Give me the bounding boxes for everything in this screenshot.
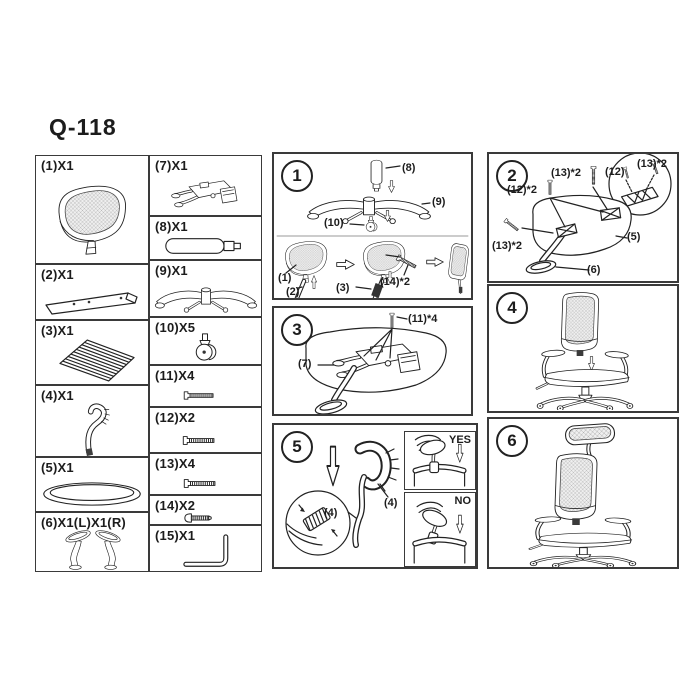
step5-label-part4-inset: (4)	[324, 507, 338, 519]
part-5-ring-illustration	[41, 480, 143, 508]
step1-label-part2: (2)	[286, 286, 300, 298]
part-label-11: (11)X4	[155, 368, 195, 383]
step1-label-part3: (3)	[336, 282, 350, 294]
step1-label-part14: (14)*2	[380, 276, 410, 288]
step2-label-12-inset: (12)	[605, 166, 625, 178]
step-5-number: 5	[281, 431, 313, 463]
step-6-box	[487, 417, 679, 569]
part-label-1: (1)X1	[41, 158, 74, 173]
part-cell-13	[149, 453, 262, 495]
step-3-number: 3	[281, 314, 313, 346]
step1-label-part10: (10)	[324, 217, 344, 229]
part-cell-8	[149, 216, 262, 260]
step2-label-part5: (5)	[627, 231, 641, 243]
step-1-box	[272, 152, 473, 300]
part-cell-14	[149, 495, 262, 525]
part-label-13: (13)X4	[155, 456, 196, 471]
part-cell-7	[149, 155, 262, 216]
part-15-allen-key-illustration	[178, 533, 236, 569]
step2-label-12-left: (12)*2	[507, 184, 537, 196]
part-9-base-illustration	[154, 280, 258, 314]
step3-label-part7: (7)	[298, 358, 312, 370]
part-2-bar-illustration	[42, 289, 142, 315]
step1-label-part8: (8)	[402, 162, 416, 174]
step2-label-13-inset: (13)*2	[637, 158, 667, 170]
part-label-7: (7)X1	[155, 158, 188, 173]
step-4-number: 4	[496, 292, 528, 324]
part-cell-15	[149, 525, 262, 572]
part-13-bolt-illustration	[176, 478, 224, 489]
part-cell-2	[35, 264, 149, 320]
step1-label-part9: (9)	[432, 196, 446, 208]
part-4-headrest-illustration	[72, 402, 114, 456]
part-7-mechanism-illustration	[157, 173, 257, 215]
part-cell-3	[35, 320, 149, 385]
step5-no-label: NO	[454, 495, 471, 507]
part-8-gas-lift-illustration	[160, 236, 248, 256]
part-label-8: (8)X1	[155, 219, 188, 234]
step-5-box	[272, 423, 478, 569]
step2-label-13-top: (13)*2	[551, 167, 581, 179]
part-12-bolt-illustration	[180, 435, 218, 446]
part-cell-4	[35, 385, 149, 457]
step5-no-panel	[404, 492, 476, 567]
part-label-4: (4)X1	[41, 388, 74, 403]
part-label-2: (2)X1	[41, 267, 74, 282]
part-label-6: (6)X1(L)X1(R)	[41, 515, 126, 530]
part-label-14: (14)X2	[155, 498, 196, 513]
step5-label-part4: (4)	[384, 497, 398, 509]
part-label-15: (15)X1	[155, 528, 196, 543]
step5-yes-label: YES	[448, 434, 471, 446]
part-cell-5	[35, 457, 149, 512]
part-label-9: (9)X1	[155, 263, 188, 278]
step1-label-part1: (1)	[278, 272, 292, 284]
part-6-armrests-illustration	[41, 530, 145, 570]
part-cell-11	[149, 365, 262, 407]
part-label-10: (10)X5	[155, 320, 196, 335]
step5-yes-panel	[404, 431, 476, 490]
part-cell-10	[149, 317, 262, 365]
part-cell-6	[35, 512, 149, 572]
part-cell-1	[35, 155, 149, 264]
part-1-seat-illustration	[46, 182, 138, 258]
part-cell-9	[149, 260, 262, 317]
step-6-number: 6	[496, 425, 528, 457]
part-label-5: (5)X1	[41, 460, 74, 475]
part-label-3: (3)X1	[41, 323, 74, 338]
step2-label-part6: (6)	[587, 264, 601, 276]
part-cell-12	[149, 407, 262, 453]
part-14-screw-illustration	[184, 513, 212, 523]
step2-label-13-bottom: (13)*2	[492, 240, 522, 252]
part-10-caster-illustration	[192, 333, 218, 363]
step-2-box	[487, 152, 679, 283]
page-title: Q-118	[49, 114, 117, 140]
part-3-ribbed-cover-illustration	[58, 338, 136, 383]
part-11-bolt-illustration	[182, 390, 216, 401]
step3-label-part11: (11)*4	[408, 313, 438, 325]
step-1-number: 1	[281, 160, 313, 192]
part-label-12: (12)X2	[155, 410, 196, 425]
step-3-box	[272, 306, 473, 416]
step-2-number: 2	[496, 160, 528, 192]
step-4-box	[487, 284, 679, 413]
